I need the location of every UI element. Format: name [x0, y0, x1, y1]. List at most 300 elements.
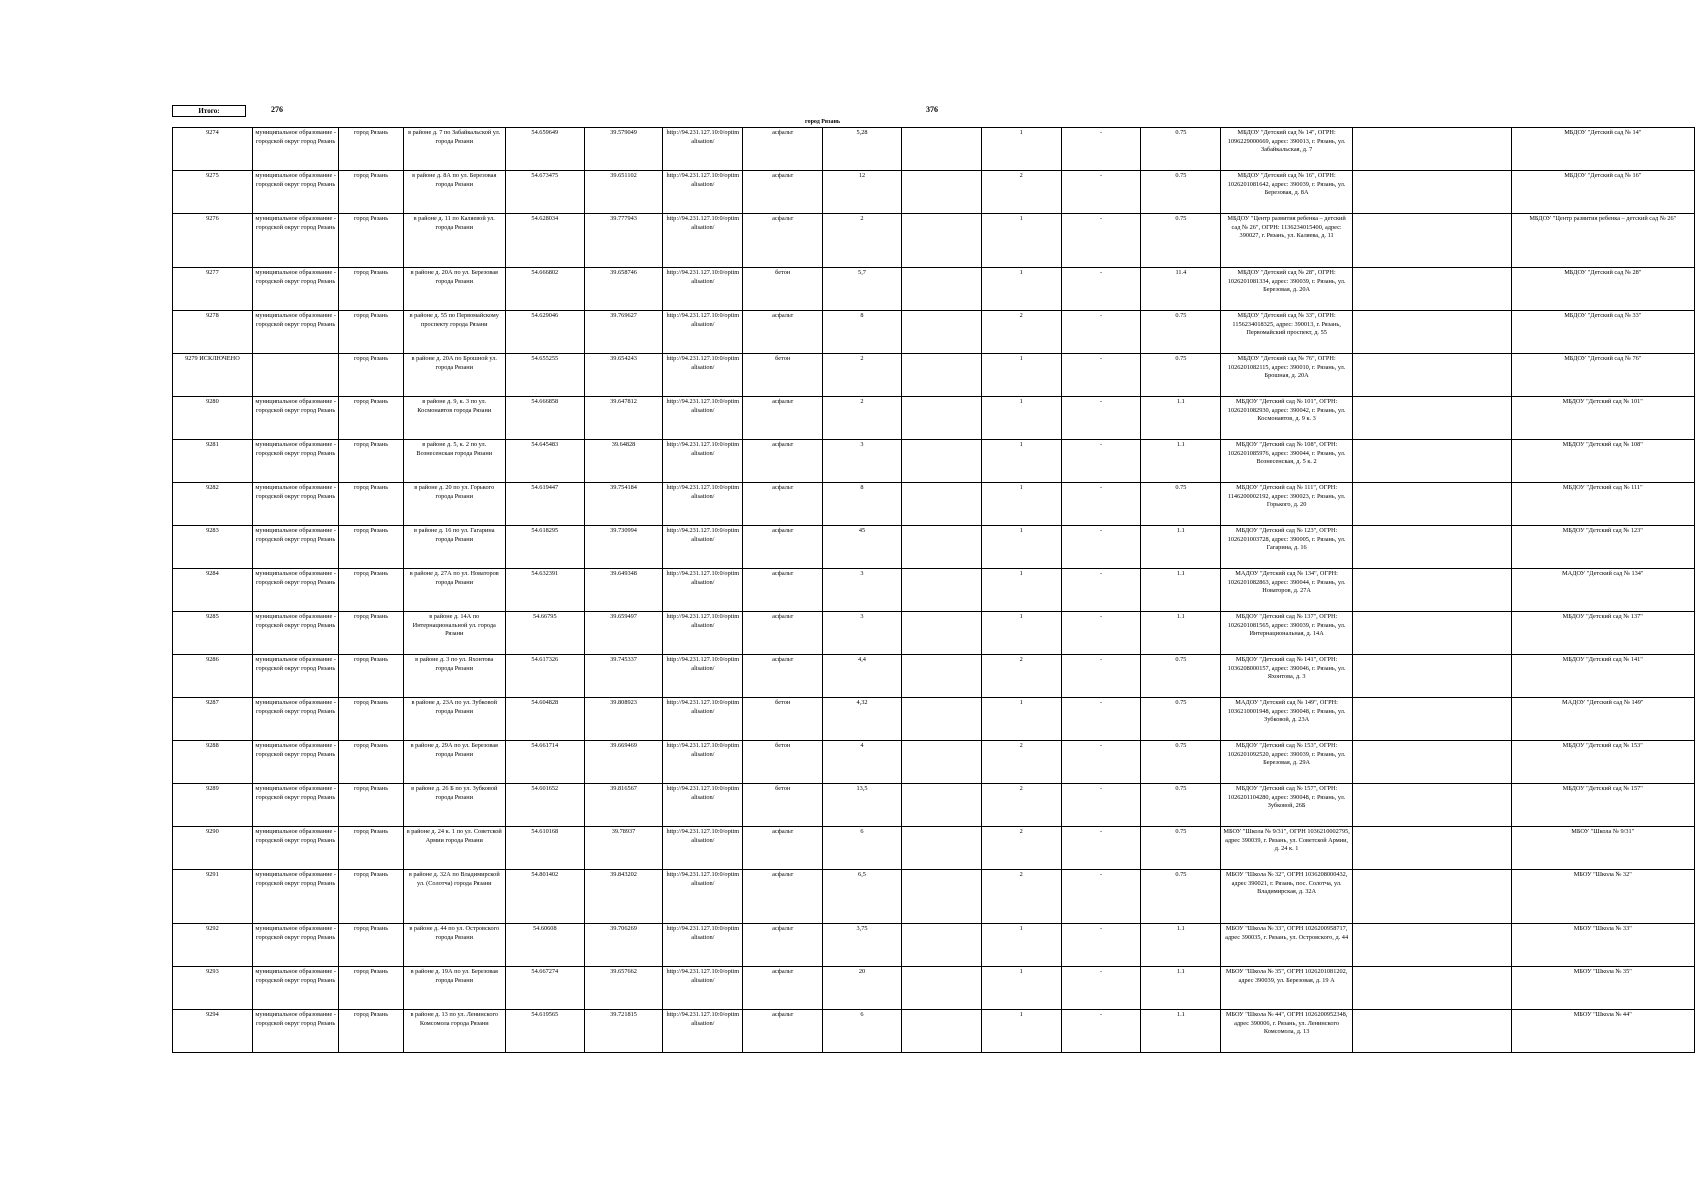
cell-area: 20	[823, 967, 902, 1010]
cell-blank-col	[901, 128, 981, 171]
cell-surface-type: асфальт	[743, 569, 823, 612]
cell-location: в районе д. 44 по ул. Островского города Рязани	[403, 924, 505, 967]
cell-row-id: 9286	[173, 655, 253, 698]
cell-area: 6,5	[823, 870, 902, 924]
cell-blank-col	[901, 569, 981, 612]
cell-surface-type: асфальт	[743, 171, 823, 214]
cell-map-link: http://94.231.127.10:0/optimalisation/	[663, 128, 743, 171]
cell-longitude: 39.659497	[584, 612, 663, 655]
cell-container-volume: 0.75	[1141, 214, 1221, 268]
table-row	[173, 483, 1695, 526]
cell-owner-short: МБДОУ "Детский сад № 153"	[1511, 741, 1694, 784]
cell-surface-type: асфальт	[743, 397, 823, 440]
cell-container-volume: 1.1	[1141, 967, 1221, 1010]
cell-surface-type: бетон	[743, 354, 823, 397]
cell-settlement: город Рязань	[339, 741, 403, 784]
cell-location: в районе д. 9, к. 3 по ул. Космонавтов города Рязани	[403, 397, 505, 440]
cell-latitude: 54.673475	[505, 171, 584, 214]
cell-longitude: 39.777943	[584, 214, 663, 268]
cell-owner-details: МБДОУ "Детский сад № 14", ОГРН: 1096229000669, адрес: 390013, г. Рязань, ул. Забайкальская, д. 7	[1221, 128, 1353, 171]
cell-settlement: город Рязань	[339, 214, 403, 268]
cell-dash-col: -	[1061, 1010, 1141, 1053]
cell-latitude: 54.619447	[505, 483, 584, 526]
cell-container-count: 1	[981, 698, 1061, 741]
cell-longitude: 39.721815	[584, 1010, 663, 1053]
cell-municipality: муниципальное образование - городской округ город Рязань	[252, 870, 339, 924]
cell-map-link: http://94.231.127.10:0/optimalisation/	[663, 924, 743, 967]
cell-owner-details: МБОУ "Школа № 9/31", ОГРН 1036210002795, адрес 390039, г. Рязань, ул. Советской Армии, д. 24 к. 1	[1221, 827, 1353, 870]
cell-owner-short: МБДОУ "Центр развития ребенка – детский сад № 26"	[1511, 214, 1694, 268]
cell-container-count: 1	[981, 440, 1061, 483]
cell-container-count: 2	[981, 171, 1061, 214]
cell-municipality: муниципальное образование - городской округ город Рязань	[252, 483, 339, 526]
cell-longitude: 39.657662	[584, 967, 663, 1010]
cell-owner-details: МБДОУ "Детский сад № 153", ОГРН: 1026201092520, адрес: 390039, г. Рязань, ул. Березовая, д. 29А	[1221, 741, 1353, 784]
cell-blank-col-2	[1352, 741, 1511, 784]
cell-settlement: город Рязань	[339, 655, 403, 698]
cell-location: в районе д. 19А по ул. Березовая города Рязани	[403, 967, 505, 1010]
cell-container-volume: 0.75	[1141, 483, 1221, 526]
cell-blank-col-2	[1352, 698, 1511, 741]
cell-municipality: муниципальное образование - городской округ город Рязань	[252, 569, 339, 612]
cell-settlement: город Рязань	[339, 612, 403, 655]
cell-container-volume: 0.75	[1141, 698, 1221, 741]
cell-container-count: 1	[981, 483, 1061, 526]
cell-latitude: 54.604828	[505, 698, 584, 741]
cell-longitude: 39.730994	[584, 526, 663, 569]
cell-area: 3	[823, 440, 902, 483]
cell-location: в районе д. 27А по ул. Новаторов города Рязани	[403, 569, 505, 612]
cell-location: в районе д. 26 Б по ул. Зубковой города Рязани	[403, 784, 505, 827]
cell-container-volume: 0.75	[1141, 128, 1221, 171]
cell-owner-details: МБОУ "Школа № 44", ОГРН 1026200952348, адрес 390006, г. Рязань, ул. Ленинского Комсомола, д. 13	[1221, 1010, 1353, 1053]
cell-container-count: 1	[981, 569, 1061, 612]
cell-municipality: муниципальное образование - городской округ город Рязань	[252, 526, 339, 569]
cell-blank-col-2	[1352, 483, 1511, 526]
cell-blank-col	[901, 827, 981, 870]
cell-surface-type: асфальт	[743, 870, 823, 924]
cell-surface-type: асфальт	[743, 440, 823, 483]
cell-owner-details: МАДОУ "Детский сад № 149", ОГРН: 1036210001948, адрес: 390048, г. Рязань, ул. Зубковой, д. 23А	[1221, 698, 1353, 741]
cell-container-count: 1	[981, 354, 1061, 397]
cell-container-volume: 1.1	[1141, 924, 1221, 967]
cell-map-link: http://94.231.127.10:0/optimalisation/	[663, 268, 743, 311]
table-row	[173, 655, 1695, 698]
cell-row-id: 9277	[173, 268, 253, 311]
cell-area: 4,32	[823, 698, 902, 741]
cell-map-link: http://94.231.127.10:0/optimalisation/	[663, 1010, 743, 1053]
cell-area: 3	[823, 569, 902, 612]
cell-dash-col: -	[1061, 526, 1141, 569]
cell-surface-type: асфальт	[743, 128, 823, 171]
cell-municipality: муниципальное образование - городской округ город Рязань	[252, 967, 339, 1010]
cell-map-link: http://94.231.127.10:0/optimalisation/	[663, 171, 743, 214]
cell-row-id: 9292	[173, 924, 253, 967]
cell-owner-short: МБДОУ "Детский сад № 108"	[1511, 440, 1694, 483]
cell-container-volume: 0.75	[1141, 171, 1221, 214]
cell-blank-col	[901, 397, 981, 440]
cell-owner-short: МБДОУ "Детский сад № 16"	[1511, 171, 1694, 214]
cell-owner-short: МБДОУ "Детский сад № 157"	[1511, 784, 1694, 827]
cell-dash-col: -	[1061, 171, 1141, 214]
cell-dash-col: -	[1061, 870, 1141, 924]
cell-blank-col-2	[1352, 784, 1511, 827]
cell-owner-details: МАДОУ "Детский сад № 134", ОГРН: 1026201082863, адрес: 390044, г. Рязань, ул. Новаторов, д. 27А	[1221, 569, 1353, 612]
table-row	[173, 612, 1695, 655]
cell-area: 5,7	[823, 268, 902, 311]
cell-area: 12	[823, 171, 902, 214]
cell-longitude: 39.816567	[584, 784, 663, 827]
cell-blank-col-2	[1352, 870, 1511, 924]
cell-longitude: 39.745337	[584, 655, 663, 698]
cell-location: в районе д. 8А по ул. Березовая города Рязани	[403, 171, 505, 214]
cell-location: в районе д. 20А по ул. Березовая города Рязани	[403, 268, 505, 311]
cell-owner-details: МБДОУ "Детский сад № 157", ОГРН: 1026201104280, адрес: 390048, г. Рязань, ул. Зубковой, 26Б	[1221, 784, 1353, 827]
cell-settlement: город Рязань	[339, 967, 403, 1010]
cell-row-id: 9281	[173, 440, 253, 483]
table-row	[173, 741, 1695, 784]
cell-settlement: город Рязань	[339, 397, 403, 440]
table-row	[173, 354, 1695, 397]
cell-container-volume: 0.75	[1141, 827, 1221, 870]
table-row	[173, 870, 1695, 924]
cell-row-id: 9291	[173, 870, 253, 924]
cell-location: в районе д. 55 по Первомайскому проспекту города Рязани	[403, 311, 505, 354]
cell-row-id: 9289	[173, 784, 253, 827]
cell-settlement: город Рязань	[339, 526, 403, 569]
cell-blank-col	[901, 354, 981, 397]
table-row	[173, 397, 1695, 440]
cell-dash-col: -	[1061, 827, 1141, 870]
cell-dash-col: -	[1061, 440, 1141, 483]
cell-location: в районе д. 16 по ул. Гагарина города Рязани	[403, 526, 505, 569]
cell-longitude: 39.669469	[584, 741, 663, 784]
cell-area: 3	[823, 612, 902, 655]
cell-blank-col	[901, 612, 981, 655]
cell-blank-col	[901, 741, 981, 784]
cell-latitude: 54.632391	[505, 569, 584, 612]
cell-owner-short: МАДОУ "Детский сад № 134"	[1511, 569, 1694, 612]
cell-longitude: 39.647812	[584, 397, 663, 440]
cell-blank-col-2	[1352, 1010, 1511, 1053]
cell-municipality: муниципальное образование - городской округ город Рязань	[252, 612, 339, 655]
cell-row-id: 9274	[173, 128, 253, 171]
cell-location: в районе д. 13 по ул. Ленинского Комсомола города Рязани	[403, 1010, 505, 1053]
cell-latitude: 54.801402	[505, 870, 584, 924]
cell-container-count: 1	[981, 967, 1061, 1010]
cell-area: 2	[823, 214, 902, 268]
table-row	[173, 440, 1695, 483]
cell-dash-col: -	[1061, 483, 1141, 526]
cell-row-id: 9285	[173, 612, 253, 655]
cell-latitude: 54.628034	[505, 214, 584, 268]
cell-municipality	[252, 354, 339, 397]
cell-map-link: http://94.231.127.10:0/optimalisation/	[663, 483, 743, 526]
cell-container-volume: 0.75	[1141, 741, 1221, 784]
cell-owner-short: МБДОУ "Детский сад № 76"	[1511, 354, 1694, 397]
table-row	[173, 128, 1695, 171]
cell-owner-details: МБОУ "Школа № 32", ОГРН 1036208000432, адрес 390021, г. Рязань, пос. Солотча, ул. Владимирская, д. 32А	[1221, 870, 1353, 924]
cell-blank-col	[901, 483, 981, 526]
cell-dash-col: -	[1061, 311, 1141, 354]
cell-blank-col-2	[1352, 827, 1511, 870]
cell-row-id: 9284	[173, 569, 253, 612]
cell-surface-type: асфальт	[743, 924, 823, 967]
cell-dash-col: -	[1061, 397, 1141, 440]
cell-settlement: город Рязань	[339, 268, 403, 311]
cell-settlement: город Рязань	[339, 483, 403, 526]
cell-surface-type: асфальт	[743, 1010, 823, 1053]
cell-owner-short: МБОУ "Школа № 35"	[1511, 967, 1694, 1010]
cell-container-count: 1	[981, 526, 1061, 569]
cell-container-count: 2	[981, 784, 1061, 827]
cell-surface-type: бетон	[743, 784, 823, 827]
table-row	[173, 924, 1695, 967]
cell-owner-details: МБДОУ "Детский сад № 76", ОГРН: 1026201082115, адрес: 390010, г. Рязань, ул. Брошная, д. 20А	[1221, 354, 1353, 397]
cell-container-volume: 1.1	[1141, 397, 1221, 440]
cell-surface-type: бетон	[743, 698, 823, 741]
cell-map-link: http://94.231.127.10:0/optimalisation/	[663, 526, 743, 569]
cell-latitude: 54.667274	[505, 967, 584, 1010]
cell-container-volume: 1.1	[1141, 1010, 1221, 1053]
cell-area: 13,5	[823, 784, 902, 827]
cell-municipality: муниципальное образование - городской округ город Рязань	[252, 128, 339, 171]
cell-latitude: 54.666858	[505, 397, 584, 440]
cell-surface-type: асфальт	[743, 311, 823, 354]
cell-container-volume: 0.75	[1141, 655, 1221, 698]
cell-latitude: 54.645483	[505, 440, 584, 483]
cell-municipality: муниципальное образование - городской округ город Рязань	[252, 741, 339, 784]
cell-owner-short: МБДОУ "Детский сад № 141"	[1511, 655, 1694, 698]
cell-owner-short: МБДОУ "Детский сад № 137"	[1511, 612, 1694, 655]
cell-settlement: город Рязань	[339, 128, 403, 171]
cell-municipality: муниципальное образование - городской округ город Рязань	[252, 784, 339, 827]
cell-owner-short: МБОУ "Школа № 9/31"	[1511, 827, 1694, 870]
cell-dash-col: -	[1061, 354, 1141, 397]
page-number: 376	[926, 105, 938, 114]
cell-longitude: 39.579049	[584, 128, 663, 171]
cell-blank-col	[901, 784, 981, 827]
cell-latitude: 54.60608	[505, 924, 584, 967]
cell-blank-col-2	[1352, 924, 1511, 967]
cell-map-link: http://94.231.127.10:0/optimalisation/	[663, 967, 743, 1010]
cell-row-id: 9278	[173, 311, 253, 354]
cell-dash-col: -	[1061, 698, 1141, 741]
cell-dash-col: -	[1061, 268, 1141, 311]
cell-municipality: муниципальное образование - городской округ город Рязань	[252, 1010, 339, 1053]
cell-location: в районе д. 7 по Забайкальской ул. города Рязани	[403, 128, 505, 171]
cell-container-count: 1	[981, 1010, 1061, 1053]
cell-longitude: 39.78937	[584, 827, 663, 870]
cell-blank-col-2	[1352, 612, 1511, 655]
cell-blank-col	[901, 311, 981, 354]
cell-blank-col	[901, 924, 981, 967]
cell-row-id: 9283	[173, 526, 253, 569]
cell-settlement: город Рязань	[339, 171, 403, 214]
cell-surface-type: асфальт	[743, 612, 823, 655]
cell-latitude: 54.659649	[505, 128, 584, 171]
cell-container-count: 2	[981, 870, 1061, 924]
cell-container-volume: 0.75	[1141, 354, 1221, 397]
cell-municipality: муниципальное образование - городской округ город Рязань	[252, 827, 339, 870]
cell-surface-type: асфальт	[743, 214, 823, 268]
cell-map-link: http://94.231.127.10:0/optimalisation/	[663, 784, 743, 827]
cell-latitude: 54.629046	[505, 311, 584, 354]
cell-location: в районе д. 20 по ул. Горького города Рязани	[403, 483, 505, 526]
cell-blank-col	[901, 870, 981, 924]
cell-map-link: http://94.231.127.10:0/optimalisation/	[663, 440, 743, 483]
cell-container-volume: 0.75	[1141, 311, 1221, 354]
total-value: 276	[271, 105, 283, 114]
cell-owner-short: МБДОУ "Детский сад № 111"	[1511, 483, 1694, 526]
table-row	[173, 827, 1695, 870]
cell-blank-col	[901, 214, 981, 268]
cell-blank-col-2	[1352, 268, 1511, 311]
cell-longitude: 39.706269	[584, 924, 663, 967]
cell-owner-details: МБДОУ "Детский сад № 33", ОГРН: 1156234018325, адрес: 390013, г. Рязань, Первомайский проспект, д. 55	[1221, 311, 1353, 354]
cell-location: в районе д. 5, к. 2 по ул. Вознесенская города Рязани	[403, 440, 505, 483]
cell-map-link: http://94.231.127.10:0/optimalisation/	[663, 870, 743, 924]
cell-dash-col: -	[1061, 569, 1141, 612]
cell-location: в районе д. 32А по Владимирской ул. (Солотча) города Рязани	[403, 870, 505, 924]
cell-surface-type: асфальт	[743, 526, 823, 569]
cell-owner-details: МБДОУ "Детский сад № 101", ОГРН: 1026201082930, адрес: 390042, г. Рязань, ул. Космонавтов, д. 9 к. 3	[1221, 397, 1353, 440]
cell-map-link: http://94.231.127.10:0/optimalisation/	[663, 698, 743, 741]
cell-surface-type: асфальт	[743, 967, 823, 1010]
cell-municipality: муниципальное образование - городской округ город Рязань	[252, 440, 339, 483]
cell-settlement: город Рязань	[339, 311, 403, 354]
cell-latitude: 54.666802	[505, 268, 584, 311]
cell-settlement: город Рязань	[339, 569, 403, 612]
cell-blank-col	[901, 526, 981, 569]
cell-blank-col	[901, 440, 981, 483]
cell-dash-col: -	[1061, 655, 1141, 698]
table-row	[173, 268, 1695, 311]
cell-map-link: http://94.231.127.10:0/optimalisation/	[663, 612, 743, 655]
table-row	[173, 569, 1695, 612]
cell-container-count: 1	[981, 128, 1061, 171]
cell-owner-short: МБОУ "Школа № 44"	[1511, 1010, 1694, 1053]
cell-row-id: 9275	[173, 171, 253, 214]
cell-owner-details: МБДОУ "Центр развития ребенка – детский сад № 26", ОГРН: 1136234015400, адрес: 390027, г. Рязань, ул. Каляева, д. 11	[1221, 214, 1353, 268]
cell-settlement: город Рязань	[339, 870, 403, 924]
cell-dash-col: -	[1061, 741, 1141, 784]
cell-area: 2	[823, 397, 902, 440]
cell-map-link: http://94.231.127.10:0/optimalisation/	[663, 354, 743, 397]
cell-owner-short: МБОУ "Школа № 33"	[1511, 924, 1694, 967]
cell-blank-col-2	[1352, 397, 1511, 440]
cell-surface-type: асфальт	[743, 827, 823, 870]
cell-map-link: http://94.231.127.10:0/optimalisation/	[663, 655, 743, 698]
cell-blank-col	[901, 698, 981, 741]
cell-location: в районе д. 23А по ул. Зубковой города Рязани	[403, 698, 505, 741]
cell-longitude: 39.649348	[584, 569, 663, 612]
city-heading: город Рязань	[805, 119, 841, 125]
cell-blank-col-2	[1352, 655, 1511, 698]
cell-dash-col: -	[1061, 612, 1141, 655]
cell-longitude: 39.651102	[584, 171, 663, 214]
cell-blank-col-2	[1352, 967, 1511, 1010]
cell-location: в районе д. 11 по Каляевой ул. города Рязани	[403, 214, 505, 268]
table-row	[173, 967, 1695, 1010]
cell-longitude: 39.654243	[584, 354, 663, 397]
cell-container-volume: 0.75	[1141, 870, 1221, 924]
cell-owner-details: МБДОУ "Детский сад № 137", ОГРН: 1026201081565, адрес: 390039, г. Рязань, ул. Интернациональная, д. 14А	[1221, 612, 1353, 655]
cell-map-link: http://94.231.127.10:0/optimalisation/	[663, 569, 743, 612]
table-row	[173, 784, 1695, 827]
cell-map-link: http://94.231.127.10:0/optimalisation/	[663, 311, 743, 354]
cell-longitude: 39.658746	[584, 268, 663, 311]
cell-area: 45	[823, 526, 902, 569]
cell-container-count: 2	[981, 311, 1061, 354]
cell-blank-col-2	[1352, 171, 1511, 214]
cell-container-count: 1	[981, 268, 1061, 311]
cell-owner-details: МБДОУ "Детский сад № 111", ОГРН: 1146200002192, адрес: 390023, г. Рязань, ул. Горького, д. 20	[1221, 483, 1353, 526]
cell-row-id: 9280	[173, 397, 253, 440]
cell-surface-type: бетон	[743, 741, 823, 784]
cell-owner-details: МБДОУ "Детский сад № 16", ОГРН: 1026201081642, адрес: 390039, г. Рязань, ул. Березовая, д. 8А	[1221, 171, 1353, 214]
cell-dash-col: -	[1061, 214, 1141, 268]
cell-surface-type: асфальт	[743, 483, 823, 526]
cell-owner-details: МБДОУ "Детский сад № 141", ОГРН: 1036208000157, адрес: 390046, г. Рязань, ул. Яхонтова, д. 3	[1221, 655, 1353, 698]
cell-owner-details: МБОУ "Школа № 35", ОГРН 1026201081202, адрес 390039, ул. Березовая, д. 19 А	[1221, 967, 1353, 1010]
cell-blank-col	[901, 967, 981, 1010]
cell-owner-details: МБДОУ "Детский сад № 123", ОГРН: 1026201003728, адрес: 390005, г. Рязань, ул. Гагарина, д. 16	[1221, 526, 1353, 569]
total-label: Итого:	[172, 105, 246, 117]
cell-container-count: 1	[981, 612, 1061, 655]
cell-latitude: 54.610168	[505, 827, 584, 870]
cell-settlement: город Рязань	[339, 827, 403, 870]
cell-latitude: 54.66795	[505, 612, 584, 655]
cell-dash-col: -	[1061, 784, 1141, 827]
cell-container-volume: 1.1	[1141, 612, 1221, 655]
cell-area: 6	[823, 1010, 902, 1053]
cell-blank-col-2	[1352, 128, 1511, 171]
cell-dash-col: -	[1061, 967, 1141, 1010]
cell-container-volume: 1.1	[1141, 526, 1221, 569]
cell-municipality: муниципальное образование - городской округ город Рязань	[252, 924, 339, 967]
cell-area: 3,75	[823, 924, 902, 967]
cell-container-count: 2	[981, 741, 1061, 784]
cell-owner-short: МАДОУ "Детский сад № 149"	[1511, 698, 1694, 741]
cell-owner-details: МБОУ "Школа № 33", ОГРН 1026200958717, адрес 390035, г. Рязань, ул. Островского, д. 44	[1221, 924, 1353, 967]
cell-row-id: 9294	[173, 1010, 253, 1053]
cell-map-link: http://94.231.127.10:0/optimalisation/	[663, 827, 743, 870]
cell-longitude: 39.843202	[584, 870, 663, 924]
cell-municipality: муниципальное образование - городской округ город Рязань	[252, 311, 339, 354]
cell-row-id: 9287	[173, 698, 253, 741]
cell-row-id: 9276	[173, 214, 253, 268]
cell-container-count: 1	[981, 924, 1061, 967]
table-row	[173, 311, 1695, 354]
cell-longitude: 39.769627	[584, 311, 663, 354]
cell-longitude: 39.64828	[584, 440, 663, 483]
cell-surface-type: асфальт	[743, 655, 823, 698]
cell-container-volume: 11.4	[1141, 268, 1221, 311]
cell-settlement: город Рязань	[339, 924, 403, 967]
cell-area: 5,28	[823, 128, 902, 171]
cell-blank-col-2	[1352, 440, 1511, 483]
cell-latitude: 54.617326	[505, 655, 584, 698]
cell-area: 6	[823, 827, 902, 870]
table-row	[173, 1010, 1695, 1053]
cell-latitude: 54.601652	[505, 784, 584, 827]
cell-blank-col-2	[1352, 354, 1511, 397]
cell-municipality: муниципальное образование - городской округ город Рязань	[252, 171, 339, 214]
cell-location: в районе д. 20А по Брошной ул. города Рязани	[403, 354, 505, 397]
cell-blank-col-2	[1352, 214, 1511, 268]
cell-area: 8	[823, 483, 902, 526]
